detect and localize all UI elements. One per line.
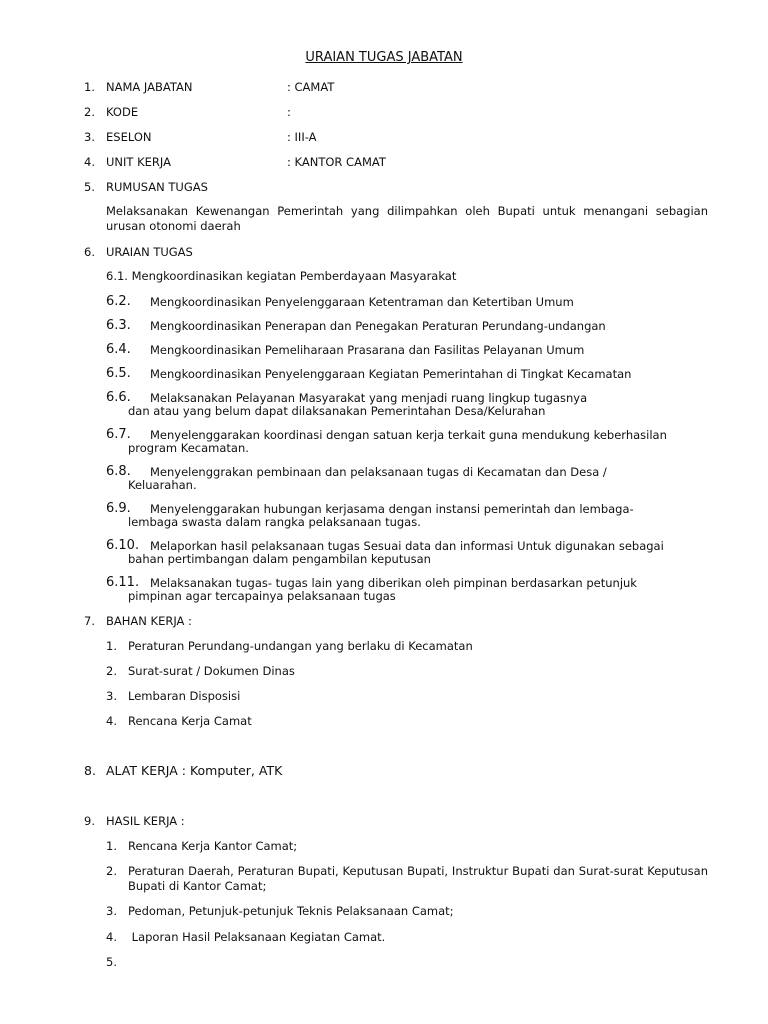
list-num: 3. <box>106 904 117 918</box>
section-num: 9. <box>84 814 95 828</box>
list-item: Peraturan Daerah, Peraturan Bupati, Keputusan Bupati, Instruktur Bupati dan Surat-surat Keputusan Bupati di Kantor Camat; <box>128 864 708 893</box>
section-num: 8. <box>84 763 96 778</box>
task-line: Melaksanakan tugas- tugas lain yang diberikan oleh pimpinan berdasarkan petunjuk <box>150 576 637 590</box>
rumusan-text: Melaksanakan Kewenangan Pemerintah yang dilimpahkan oleh Bupati untuk menangani sebagian urusan otonomi daerah <box>106 204 708 233</box>
section-heading: HASIL KERJA : <box>106 814 185 828</box>
task-line-cont: program Kecamatan. <box>128 441 249 455</box>
task-line: Menyelenggrakan pembinaan dan pelaksanaan tugas di Kecamatan dan Desa / <box>150 465 607 479</box>
field-label: UNIT KERJA <box>106 155 171 169</box>
task-text <box>150 368 708 381</box>
task-line: Menyelenggarakan koordinasi dengan satuan kerja terkait guna mendukung keberhasilan <box>150 428 667 442</box>
field-num: 3. <box>84 130 95 144</box>
field-num: 1. <box>84 80 95 94</box>
task-text <box>128 539 708 566</box>
list-item: Rencana Kerja Kantor Camat; <box>128 839 298 853</box>
list-item: Pedoman, Petunjuk-petunjuk Teknis Pelaksanaan Camat; <box>128 904 454 918</box>
section-num: 7. <box>84 614 95 628</box>
list-item: Rencana Kerja Camat <box>128 714 252 728</box>
task-line: Mengkoordinasikan Penyelenggaraan Kegiatan Pemerintahan di Tingkat Kecamatan <box>150 367 632 381</box>
task-text <box>150 296 708 309</box>
task-line: Melaporkan hasil pelaksanaan tugas Sesuai data dan informasi Untuk digunakan sebagai <box>150 539 664 553</box>
field-num: 4. <box>84 155 95 169</box>
field-num: 2. <box>84 105 95 119</box>
list-item: Surat-surat / Dokumen Dinas <box>128 664 295 678</box>
task-line: Mengkoordinasikan Pemeliharaan Prasarana dan Fasilitas Pelayanan Umum <box>150 343 585 357</box>
list-num: 5. <box>106 955 117 969</box>
task-item: 6.1. Mengkoordinasikan kegiatan Pemberdayaan Masyarakat <box>106 269 457 283</box>
list-num: 1. <box>106 639 117 653</box>
task-line-cont: pimpinan agar tercapainya pelaksanaan tugas <box>128 589 396 603</box>
task-text <box>128 391 708 418</box>
list-num: 2. <box>106 864 117 878</box>
task-line: Mengkoordinasikan Penyelenggaraan Ketentraman dan Ketertiban Umum <box>150 295 574 309</box>
task-num: 6.9. <box>106 501 131 516</box>
section-heading: BAHAN KERJA : <box>106 614 192 628</box>
task-num: 6.2. <box>106 294 131 309</box>
field-value: : KANTOR CAMAT <box>287 155 386 169</box>
section-heading: RUMUSAN TUGAS <box>106 180 208 194</box>
task-num: 6.7. <box>106 427 131 442</box>
task-line-cont: lembaga swasta dalam rangka pelaksanaan tugas. <box>128 515 421 529</box>
task-text <box>150 344 708 357</box>
task-num: 6.10. <box>106 538 140 553</box>
task-line-cont: bahan pertimbangan dalam pengambilan keputusan <box>128 552 431 566</box>
section-num: 5. <box>84 180 95 194</box>
task-num: 6.5. <box>106 366 131 381</box>
task-text <box>128 428 708 455</box>
task-line: Mengkoordinasikan Penerapan dan Penegakan Peraturan Perundang-undangan <box>150 319 606 333</box>
field-label: KODE <box>106 105 139 119</box>
list-num: 4. <box>106 714 117 728</box>
list-item: Peraturan Perundang-undangan yang berlaku di Kecamatan <box>128 639 473 653</box>
section-num: 6. <box>84 245 95 259</box>
task-line-cont: Keluarahan. <box>128 478 197 492</box>
task-text <box>128 502 708 529</box>
task-text <box>150 320 708 333</box>
task-text <box>128 465 708 492</box>
task-num: 6.3. <box>106 318 131 333</box>
section-heading: ALAT KERJA : Komputer, ATK <box>106 763 283 778</box>
field-label: ESELON <box>106 130 152 144</box>
list-num: 3. <box>106 689 117 703</box>
task-num: 6.6. <box>106 390 131 405</box>
list-item: Lembaran Disposisi <box>128 689 241 703</box>
page-title: URAIAN TUGAS JABATAN <box>305 50 463 65</box>
field-value: : III-A <box>287 130 317 144</box>
task-line-cont: dan atau yang belum dapat dilaksanakan Pemerintahan Desa/Kelurahan <box>128 404 546 418</box>
task-num: 6.11. <box>106 575 140 590</box>
list-num: 1. <box>106 839 117 853</box>
field-label: NAMA JABATAN <box>106 80 193 94</box>
field-value: : CAMAT <box>287 80 335 94</box>
section-heading: URAIAN TUGAS <box>106 245 193 259</box>
field-value: : <box>287 105 291 119</box>
list-num: 4. <box>106 930 117 944</box>
task-num: 6.4. <box>106 342 131 357</box>
task-text <box>128 576 708 603</box>
list-num: 2. <box>106 664 117 678</box>
task-line: Melaksanakan Pelayanan Masyarakat yang menjadi ruang lingkup tugasnya <box>150 391 588 405</box>
list-item: Laporan Hasil Pelaksanaan Kegiatan Camat. <box>128 930 386 944</box>
task-line: Menyelenggarakan hubungan kerjasama dengan instansi pemerintah dan lembaga- <box>150 502 634 516</box>
task-num: 6.8. <box>106 464 131 479</box>
